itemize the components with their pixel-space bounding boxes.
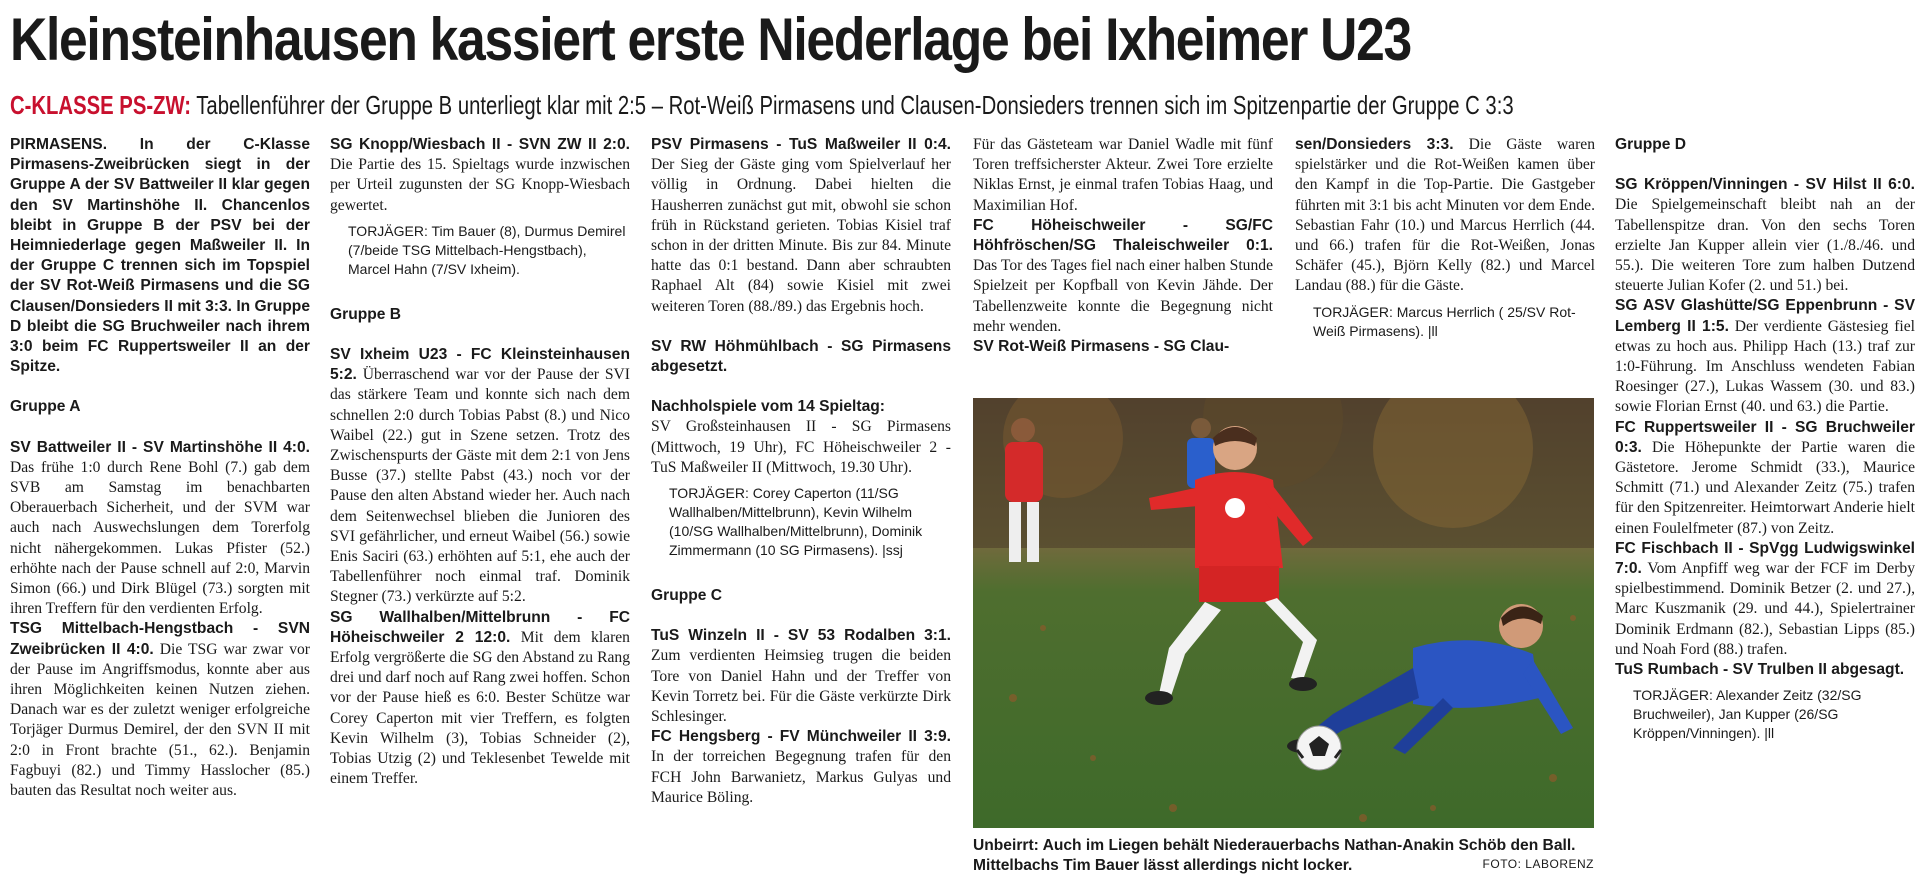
match-text: Das frühe 1:0 durch Rene Bohl (7.) gab dem SVB am Samstag im benachbarten Oberauerbach Sicherheit, und der SVM war auch nach Auswechslungen dem Torerfolg nicht nähergekommen. Lukas Pfister (52.) erhöhte nach der Pause schnell auf 2:0, Marvin Simon (66.) und Dirk Blügel (73.) sorgten mit ihren Treffern für den verdienten Erfolg.: [10, 458, 310, 618]
headline: Kleinsteinhausen kassiert erste Niederlage bei Ixheimer U23: [10, 6, 1411, 73]
match-heading: SV Ixheim U23 - FC Kleinsteinhausen 5:2.: [330, 346, 630, 384]
match-report: [651, 727, 951, 808]
match-heading: Nachholspiele vom 14 Spieltag:: [651, 398, 885, 416]
top-scorers: TORJÄGER: Tim Bauer (8), Durmus Demirel (7/beide TSG Mittelbach-Hengstbach), Marcel Hahn (7/SV Ixheim).: [348, 222, 626, 277]
article-column-2: [330, 135, 630, 789]
match-report: [1615, 539, 1915, 660]
top-scorers: TORJÄGER: Marcus Herrlich ( 25/SV Rot-Weiß Pirmasens). |ll: [1313, 303, 1576, 339]
match-heading: FC Höheischweiler - SG/FC Höhfröschen/SG Thaleischweiler 0:1.: [973, 216, 1273, 255]
match-report: [1295, 135, 1595, 297]
match-text: Für das Gästeteam war Daniel Wadle mit fünf Toren treffsicherster Akteur. Zwei Tore erzielte Niklas Ernst, je einmal trafen Tobias Haag, und Maximilian Hof.: [973, 136, 1273, 214]
match-report: [651, 135, 951, 317]
group-heading-c: Gruppe C: [651, 587, 723, 605]
match-report: [10, 438, 310, 620]
top-scorers: TORJÄGER: Corey Caperton (11/SG Wallhalben/Mittelbrunn), Kevin Wilhelm (10/SG Wallhalben/Mittelbrunn), Dominik Zimmermann (10 SG Pirmasens). |ssj: [669, 485, 923, 559]
match-report: [651, 337, 951, 377]
photo-caption: [973, 836, 1594, 876]
match-heading: SV Rot-Weiß Pirmasens - SG Clau-: [973, 338, 1230, 356]
match-report: [973, 216, 1273, 337]
article-column-3: [651, 135, 951, 808]
photo-credit: FOTO: LABORENZ: [1482, 857, 1594, 872]
match-heading: FC Hengsberg - FV Münchweiler II 3:9.: [651, 728, 951, 746]
match-text: Der Sieg der Gäste ging vom Spielverlauf her völlig in Ordnung. Dabei hielten die Hausherren zunächst gut mit, obwohl sie schon früh in Rückstand gerieten. Tobias Kisiel traf schon in der dritten Minute. Bis zur 84. Minute hatte das 0:1 bestand. Dann aber schraubten Raphael Alt (84) sowie Kisiel mit zwei weiteren Toren (88./89.) das Ergebnis hoch.: [651, 156, 951, 315]
match-text: Die Gäste waren spielstärker und die Rot-Weißen kamen über den Kampf in die Top-Partie. Die Gastgeber führten mit 3:1 bis acht Minuten vor dem Ende. Sebastian Fahr (10.) und Marcus Herrlich (44. und 66.) trafen für die Rot-Weißen, Jonas Schäfer (45.), Björn Kelly (82.) und Marcel Landau (88.) für die Gäste.: [1295, 136, 1595, 295]
match-text: In der torreichen Begegnung trafen für den FCH John Barwanietz, Markus Gulyas und Maurice Böling.: [651, 748, 951, 806]
kicker: C-KLASSE PS-ZW:: [10, 90, 192, 120]
article-column-1: [10, 135, 310, 801]
football: [1297, 726, 1341, 770]
match-report: [651, 397, 951, 417]
match-text: Der verdiente Gästesieg fiel etwas zu hoch aus. Philipp Hach (13.) traf zur 1:0-Führung. Im Anschluss wendeten Fabian Roesinger (27.), Lukas Wassem (30. und 83.) sowie Florian Ernst (40. und 63.) die Partie.: [1615, 317, 1915, 416]
match-text: Die TSG war zwar vor der Pause im Angriffsmodus, konnte aber aus ihren Möglichkeiten keinen Nutzen ziehen. Danach war es der zuletzt weniger erfolgreiche Torjäger Durmus Demirel, der den SVN II mit 2:0 in Front brachte (51., 62.). Benjamin Fagbuyi (82.) und Timmy Hasslocher (85.) bauten das Resultat noch weiter aus.: [10, 640, 310, 800]
match-report: [1615, 175, 1915, 296]
match-report: [330, 608, 630, 790]
match-heading: SG ASV Glashütte/SG Eppenbrunn - SV Lemberg II 1:5.: [1615, 297, 1915, 335]
match-text: Mit dem klaren Erfolg vergrößerte die SG den Abstand zu Rang drei und darf noch auf Rang zwei hoffen. Schon vor der Pause hieß es 6:0. Bester Schütze war Corey Caperton mit vier Treffern, es folgten Kevin Wilhelm (3), Tobias Schneider (2), Tobias Utzig (2) und Teklesenbet Tewelde mit einem Treffer.: [330, 628, 630, 788]
group-heading-a: Gruppe A: [10, 398, 81, 416]
article-column-5: [1295, 135, 1595, 347]
football-photo-illustration: [973, 398, 1594, 828]
match-report: [651, 626, 951, 727]
match-text: Zum verdienten Heimsieg trugen die beiden Tore von Daniel Hahn und der Treffer von Kevin Torretz bei. Für die Gäste verkürzte Dirk Schlesinger.: [651, 647, 951, 726]
match-heading: sen/Donsieders 3:3.: [1295, 136, 1454, 153]
article-column-6: [1615, 135, 1915, 749]
match-heading: TuS Rumbach - SV Trulben II abgesagt.: [1615, 661, 1905, 679]
intro-paragraph: PIRMASENS. In der C-Klasse Pirmasens-Zweibrücken siegt in der Gruppe A der SV Battweiler II klar gegen den SV Martinshöhe II. Chancenlos bleibt in Gruppe B der PSV bei der Heimniederlage gegen Maßweiler II. In der Gruppe C trennen sich im Topspiel der SV Rot-Weiß Pirmasens und die SG Clausen/Donsieders II mit 3:3. In Gruppe D bleibt die SG Bruchweiler nach ihrem 3:0 beim FC Ruppertsweiler II an der Spitze.: [10, 136, 310, 376]
match-text: SV Großsteinhausen II - SG Pirmasens (Mittwoch, 19 Uhr), FC Höheischweiler 2 - TuS Maßweiler II (Mittwoch, 19.30 Uhr).: [651, 418, 951, 476]
match-heading: SG Wallhalben/Mittelbrunn - FC Höheischweiler 2 12:0.: [330, 608, 630, 646]
match-photo: [973, 398, 1594, 828]
match-text: Überraschend war vor der Pause der SVI das stärkere Team und konnte sich nach dem schnellen 2:0 durch Tobias Pabst (8.) und Nico Waibel (22.) gut in Szene setzen. Trotz des Zwischenspurts der Gäste mit dem 2:1 von Jens Busse (37.) stellte Pabst (43.) noch vor der Pause den alten Abstand wieder her. Auch nach dem Seitenwechsel blieben die Junioren des SVI gefährlicher, und erneut Waibel (56.) sowie Enis Saciri (63.) erhöhten auf 5:1, ehe auch der Tabellenführer noch einmal traf. Dominik Stegner (73.) verkürzte auf 5:2.: [330, 366, 630, 606]
match-text: Die Höhepunkte der Partie waren die Gästetore. Jerome Schmidt (33.), Maurice Schmitt (71.) und Alexander Zeitz (75.) trafen für den Spitzenreiter. Heimtorwart Anderie hielt einen Foulelfmeter (87.) von Zeitz.: [1615, 438, 1915, 537]
top-scorers: TORJÄGER: Alexander Zeitz (32/SG Bruchweiler), Jan Kupper (26/SG Kröppen/Vinningen). |ll: [1633, 687, 1862, 742]
match-heading: SV RW Höhmühlbach - SG Pirmasens abgesetzt.: [651, 337, 951, 376]
subheadline-text: Tabellenführer der Gruppe B unterliegt klar mit 2:5 – Rot-Weiß Pirmasens und Clausen-Donsieders trennen sich im Spitzenpartie der Gruppe C 3:3: [191, 90, 1514, 120]
match-report: [330, 345, 630, 608]
match-report: [973, 337, 1273, 357]
match-heading: SV Battweiler II - SV Martinshöhe II 4:0.: [10, 438, 310, 456]
match-text: Die Spielgemeinschaft bleibt nah an der Tabellenspitze dran. Von den sechs Toren erzielte Jan Kupper allein vier (1./8./46. und 55.). Die weiteren Tore zum halben Dutzend steuerte Julian Kofer (2. und 51.) bei.: [1615, 196, 1915, 295]
caption-text: Unbeirrt: Auch im Liegen behält Niederauerbachs Nathan-Anakin Schöb den Ball. Mittelbachs Tim Bauer lässt allerdings nicht locker.: [973, 837, 1576, 875]
match-text: Das Tor des Tages fiel nach einer halben Stunde Spielzeit per Kopfball von Kevin Jähde. Der Tabellenzweite konnte die Begegnung nicht mehr wenden.: [973, 257, 1273, 335]
match-heading: TSG Mittelbach-Hengstbach - SVN Zweibrücken II 4:0.: [10, 620, 310, 658]
match-text: Vom Anpfiff weg war der FCF im Derby spielbestimmend. Dominik Betzer (2. und 27.), Marc Kuszmanik (29. und 44.), Spielertrainer Dominik Erdmann (82.), Sebastian Lipps (85.) und Noah Ford (88.) trafen.: [1615, 560, 1915, 658]
match-report: [10, 619, 310, 801]
match-heading: TuS Winzeln II - SV 53 Rodalben 3:1.: [651, 627, 951, 645]
match-heading: FC Fischbach II - SpVgg Ludwigswinkel 7:0.: [1615, 539, 1915, 578]
group-heading-b: Gruppe B: [330, 305, 402, 323]
match-report: [1615, 296, 1915, 417]
match-heading: SG Kröppen/Vinningen - SV Hilst II 6:0.: [1615, 176, 1915, 194]
subheadline: [10, 88, 1726, 122]
match-report: [1615, 418, 1915, 539]
match-heading: PSV Pirmasens - TuS Maßweiler II 0:4.: [651, 136, 951, 153]
group-heading-d: Gruppe D: [1615, 136, 1687, 153]
match-report: [330, 135, 630, 216]
match-text: Die Partie des 15. Spieltags wurde inzwischen per Urteil zugunsten der SG Knopp-Wiesbach gewertet.: [330, 156, 630, 214]
match-report: [1615, 660, 1915, 680]
match-heading: FC Ruppertsweiler II - SG Bruchweiler 0:3.: [1615, 418, 1915, 456]
match-heading: SG Knopp/Wiesbach II - SVN ZW II 2:0.: [330, 136, 630, 153]
article-column-4: [973, 135, 1273, 357]
